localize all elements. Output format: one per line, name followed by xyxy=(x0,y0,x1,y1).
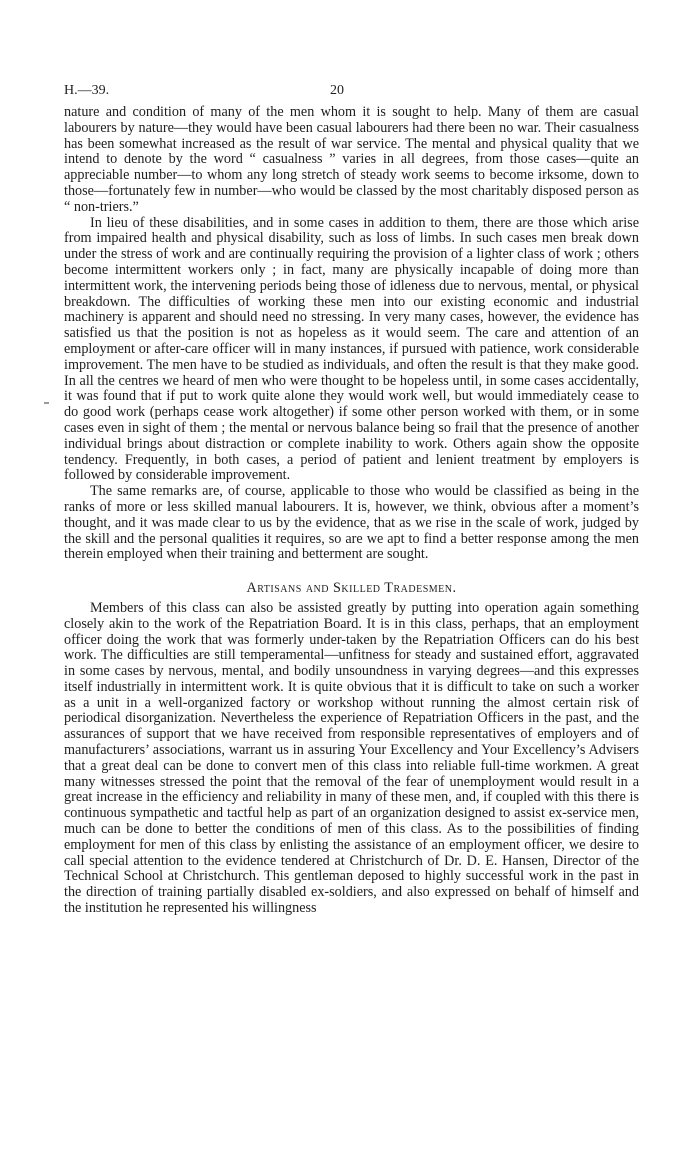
margin-mark xyxy=(44,402,49,404)
section-heading: Artisans and Skilled Tradesmen. xyxy=(246,580,457,597)
paragraph-3: The same remarks are, of course, applicable to those who would be classified as being in the ranks of more or less skilled manual labourers. It is, however, we think, obvious after a moment’s thought, and it was made clear to us by the evidence, that as we rise in the scale of work, judged by the skill and the personal qualities it requires, so are we apt to find a better response among the men therein employed when their training and betterment are sought. xyxy=(64,483,639,563)
page-number: 20 xyxy=(330,83,344,98)
body-text xyxy=(64,105,639,917)
paragraph-2: In lieu of these disabilities, and in some cases in addition to them, there are those which arise from impaired health and physical disability, such as loss of limbs. In such cases men break down under the stress of work and are continually requiring the provision of a lighter class of work ; others become intermittent workers only ; in fact, many are physically incapable of doing more than intermittent work, the intervening periods being those of idleness due to nervous, mental, or physical breakdown. The difficulties of working these men into our existing economic and industrial machinery is apparent and should need no stressing. In very many cases, however, the evidence has satisfied us that the position is not as hopeless as it would seem. The care and attention of an employment or after-care officer will in many instances, if pursued with patience, work considerable improvement. The men have to be studied as individuals, and often the result is that they make good. In all the centres we heard of men who were thought to be hopeless until, in some cases accidentally, it was found that if put to work quite alone they would work well, but would immediately cease to do good work (perhaps cease work altogether) if some other person worked with them, or in some cases even in sight of them ; the mental or nervous balance being so frail that the presence of another individual brings about distraction or complete inability to work. Others again show the opposite tendency. Frequently, in both cases, a period of patient and lenient treatment by employers is followed by considerable improvement. xyxy=(64,214,639,484)
paragraph-1: nature and condition of many of the men whom it is sought to help. Many of them are casual labourers by nature—they would have been casual labourers had there been no war. Their casualness has been somewhat increased as the result of war service. The mental and physical quality that we intend to denote by the word “ casualness ” varies in all degrees, from those cases—quite an appreciable number—to whom any long stretch of steady work seems to become irksome, down to those—fortunately few in number—who would be classed by the most charitably disposed person as “ non-triers.” xyxy=(64,104,639,215)
page-code: H.—39. xyxy=(64,83,110,98)
paragraph-4: Members of this class can also be assisted greatly by putting into operation again something closely akin to the work of the Repatriation Board. It is in this class, perhaps, that an employment officer doing the work that was formerly under-taken by the Repatriation Officers can do his best work. The difficulties are still temperamental—unfitness for steady and sustained effort, aggravated in some cases by nervous, mental, and bodily unsoundness in varying degrees—and this expresses itself industrially in intermittent work. It is quite obvious that it is difficult to take on such a worker as a unit in a well-organized factory or workshop without running the almost certain risk of periodical disorganization. Nevertheless the experience of Repatriation Officers in the past, and the assurances of support that we have received from responsible representatives of employers and of manufacturers’ associations, warrant us in assuring Your Excellency and Your Excellency’s Advisers that a great deal can be done to convert men of this class into reliable full-time workmen. A great many witnesses stressed the point that the removal of the fear of unemployment would result in a great increase in the efficiency and reliability in many of these men, and, if coupled with this there is continuous sympathetic and tactful help as part of an organization designed to assist ex-service men, much can be done to better the conditions of men of this class. As to the possibilities of finding employment for men of this class by enlisting the assistance of an employment officer, we desire to call special attention to the evidence tendered at Christchurch of Dr. D. E. Hansen, Director of the Technical School at Christchurch. This gentleman deposed to highly successful work in the past in the direction of training partially disabled ex-soldiers, and also expressed on behalf of himself and the institution he represented his willingness xyxy=(64,599,639,917)
page-header xyxy=(64,83,639,103)
